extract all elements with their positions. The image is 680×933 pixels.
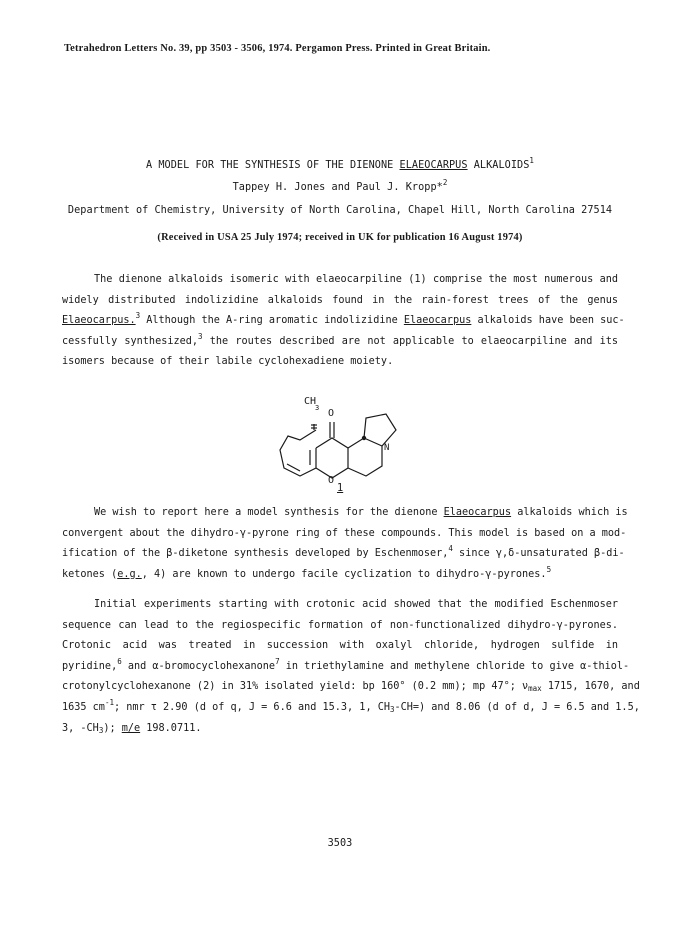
paragraph-intro: The dienone alkaloids isomeric with elaeocarpiline (1) comprise the most numerous and widely distributed indolizidine alkaloids found in the rain-forest trees of the genus Elaeocarpus.$^3$ Although the A-ring aromatic indolizidine Elaeocarpus alkaloids have been suc- cessfully synthesized,$^3$ the routes described are not applicable to elaeocarpiline and its isomers because of their labile cyclohexadiene moiety. bbox=[62, 274, 625, 368]
methyl-label: CH bbox=[304, 396, 317, 407]
ring-c-bonds bbox=[348, 438, 382, 476]
affiliation: Department of Chemistry, University of North Carolina, Chapel Hill, North Carolina 27514 bbox=[67, 205, 613, 216]
authors: Tappey H. Jones and Paul J. Kropp*$^2$ bbox=[232, 178, 448, 193]
ring-b-bonds bbox=[316, 438, 348, 478]
stereocenter-dot bbox=[362, 436, 366, 440]
nitrogen-label: N bbox=[384, 443, 390, 453]
article-title: A MODEL FOR THE SYNTHESIS OF THE DIENONE ELAEOCARPUS ALKALOIDS$^1$ bbox=[146, 156, 534, 171]
compound-number: 1 bbox=[337, 483, 344, 494]
paragraph-experiments: Initial experiments starting with crotonic acid showed that the modified Eschenmoser sequence can lead to the regiospecific formation of non-functionalized dihydro-γ-pyrones. Crotonic acid was treated in succession with oxalyl chloride, hydrogen sulfide in pyridine,$^6$ and α-bromocyclohexanone$^7$ in triethylamine and methylene chloride to give α-thiol- crotonylcyclohexanone (2) in 31% isolated yield: bp 160° (0.2 mm); mp 47°; $\nu_{max}$ 1715, 1670, and 1635 $cm^{-1}$; nmr τ 2.90 (d of q, J = 6.6 and 15.3, 1, $CH_3-CH=$) and 8.06 (d of d, J = 6.5 and 1.5, 3, $-CH_3$); m/e 198.0711. bbox=[62, 599, 640, 735]
received-dates: (Received in USA 25 July 1974; received in UK for publication 16 August 1974) bbox=[157, 232, 523, 243]
carbonyl-oxygen-label: O bbox=[328, 408, 335, 419]
journal-header: Tetrahedron Letters No. 39, pp 3503 - 3506, 1974. Pergamon Press. Printed in Great Britain. bbox=[64, 43, 491, 54]
elaeocarpiline-structure bbox=[270, 392, 430, 502]
ring-oxygen-label: O bbox=[328, 475, 335, 486]
methyl-subscript: 3 bbox=[315, 404, 320, 412]
ring-a-bonds bbox=[280, 430, 316, 476]
page-number: 3503 bbox=[327, 838, 353, 849]
paragraph-model: We wish to report here a model synthesis for the dienone Elaeocarpus alkaloids which is convergent about the dihydro-γ-pyrone ring of these compounds. This model is based on a mod- ification of the β-diketone synthesis developed by Eschenmoser,$^4$ since γ,δ-unsaturated β-di- ketones (e.g., 4) are known to undergo facile cyclization to dihydro-γ-pyrones.$^5$ bbox=[62, 507, 628, 580]
ring-d-bonds bbox=[364, 414, 396, 446]
